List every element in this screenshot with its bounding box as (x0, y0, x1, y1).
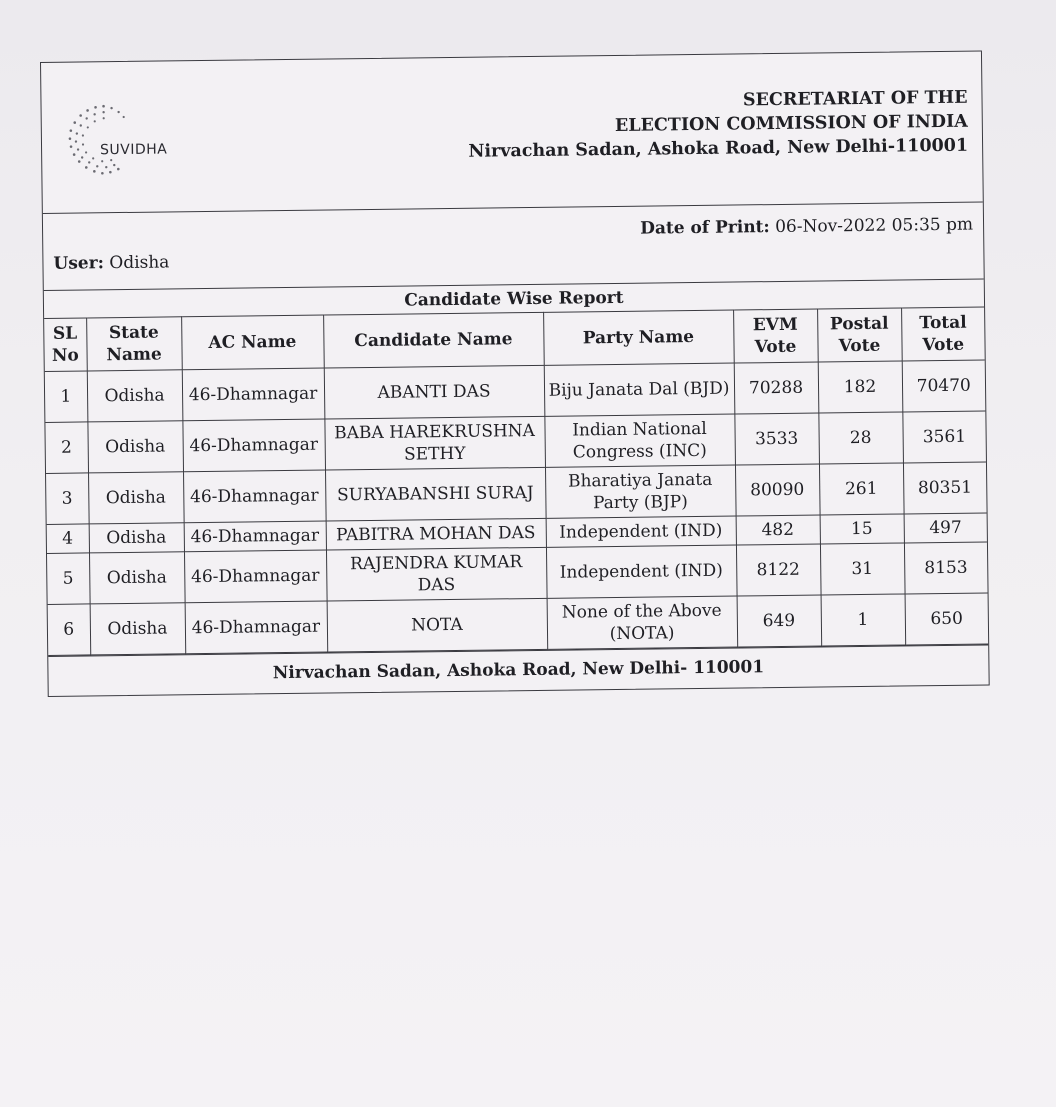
print-date-label: Date of Print: (640, 217, 770, 239)
org-line-2: ELECTION COMMISSION OF INDIA (614, 111, 968, 136)
table-cell: Independent (IND) (546, 545, 737, 598)
print-date (640, 215, 973, 239)
user-info (53, 252, 169, 273)
table-cell: Indian National Congress (INC) (544, 414, 735, 467)
table-cell: 5 (47, 553, 90, 605)
table-cell: 46-Dhamnagar (184, 521, 326, 552)
table-cell: None of the Above (NOTA) (547, 596, 738, 649)
table-cell: 46-Dhamnagar (183, 470, 326, 523)
org-address: Nirvachan Sadan, Ashoka Road, New Delhi-110001 (468, 135, 969, 162)
report-header (41, 52, 983, 214)
org-line-1: SECRETARIAT OF THE (742, 87, 968, 111)
column-header: Candidate Name (323, 312, 544, 368)
table-cell: 2 (45, 422, 88, 474)
table-cell: Independent (IND) (546, 516, 736, 547)
table-cell: Odisha (89, 523, 184, 553)
table-cell: NOTA (327, 598, 548, 652)
table-cell: Odisha (90, 603, 186, 655)
table-cell: ABANTI DAS (324, 365, 545, 419)
user-value: Odisha (109, 252, 170, 274)
table-cell: Odisha (87, 370, 183, 422)
table-cell: 182 (818, 361, 903, 413)
column-header: SL No (44, 318, 87, 372)
column-header: Total Vote (901, 307, 985, 361)
table-cell: 31 (820, 543, 905, 595)
table-cell: 3 (46, 473, 89, 525)
table-cell: 46-Dhamnagar (182, 368, 325, 421)
organization-heading (468, 86, 969, 164)
table-cell: 70288 (734, 362, 819, 414)
suvidha-logo-text: SUVIDHA (99, 141, 168, 159)
table-cell: 80351 (903, 462, 987, 514)
table-cell: 1 (45, 371, 88, 423)
table-cell: 8153 (904, 542, 988, 594)
table-cell: 3561 (902, 411, 986, 463)
table-cell: 261 (819, 463, 904, 515)
footer-address: Nirvachan Sadan, Ashoka Road, New Delhi- 110001 (48, 644, 988, 695)
table-cell: 8122 (736, 544, 821, 596)
table-cell: 3533 (734, 413, 819, 465)
table-cell: Odisha (89, 552, 185, 604)
column-header: Party Name (543, 310, 734, 365)
table-cell: SURYABANSHI SURAJ (325, 467, 546, 521)
column-header: AC Name (181, 315, 324, 370)
table-cell: Odisha (87, 421, 183, 473)
table-cell: 46-Dhamnagar (182, 419, 325, 472)
column-header: EVM Vote (733, 309, 818, 363)
table-cell: Odisha (88, 472, 184, 524)
table-cell: RAJENDRA KUMAR DAS (326, 547, 547, 601)
table-cell: 1 (821, 594, 906, 646)
suvidha-logo-icon (63, 100, 144, 181)
table-cell: 15 (820, 514, 904, 544)
table-cell: 6 (48, 604, 91, 656)
table-cell: PABITRA MOHAN DAS (326, 518, 546, 550)
table-cell: 482 (736, 515, 820, 545)
table-cell: BABA HAREKRUSHNA SETHY (324, 416, 545, 470)
table-cell: 497 (904, 513, 987, 543)
table-cell: Biju Janata Dal (BJD) (544, 363, 735, 416)
table-cell: 650 (905, 593, 989, 645)
table-cell: Bharatiya Janata Party (BJP) (545, 465, 736, 518)
column-header: State Name (86, 317, 182, 371)
table-cell: 70470 (902, 360, 986, 412)
table-cell: 28 (818, 412, 903, 464)
table-cell: 4 (47, 524, 89, 554)
table-cell: 46-Dhamnagar (184, 550, 327, 603)
table-cell: 649 (737, 595, 822, 647)
report-title: Candidate Wise Report (404, 287, 624, 311)
print-date-value: 06-Nov-2022 05:35 pm (775, 214, 974, 238)
table-cell: 46-Dhamnagar (185, 601, 328, 654)
user-label: User: (53, 253, 105, 274)
column-header: Postal Vote (817, 308, 902, 362)
table-cell: 80090 (735, 464, 820, 516)
report-meta (43, 202, 984, 290)
report-sheet (40, 50, 990, 696)
candidate-table (44, 306, 988, 655)
